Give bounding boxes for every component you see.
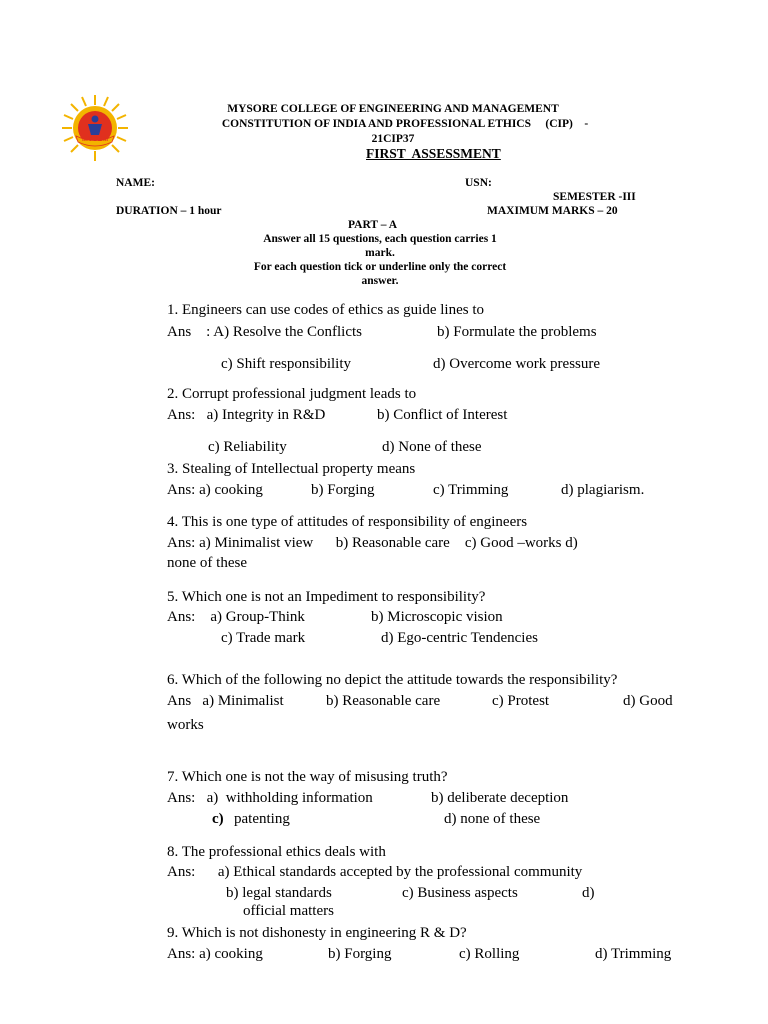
q6-option-c[interactable]: c) Protest — [492, 693, 550, 709]
q6-option-a[interactable]: Ans a) Minimalist — [167, 693, 284, 709]
college-logo-icon — [60, 93, 130, 163]
semester-label: SEMESTER -III — [553, 191, 636, 203]
instruction-line-1: Answer all 15 questions, each question carries 1 — [263, 233, 497, 245]
question-4: 4. This is one type of attitudes of responsibility of engineers — [167, 514, 528, 530]
q7-option-d[interactable]: d) none of these — [444, 811, 541, 827]
q8-option-b[interactable]: b) legal standards — [226, 885, 332, 901]
q3-option-b[interactable]: b) Forging — [311, 482, 375, 498]
q3-option-c[interactable]: c) Trimming — [433, 482, 509, 498]
part-title: PART – A — [348, 219, 398, 231]
course-code: 21CIP37 — [371, 133, 415, 145]
q7-option-b[interactable]: b) deliberate deception — [431, 790, 569, 806]
instruction-line-2: mark. — [365, 247, 395, 259]
q2-option-c[interactable]: c) Reliability — [208, 439, 287, 455]
question-8: 8. The professional ethics deals with — [167, 844, 386, 860]
q2-option-b[interactable]: b) Conflict of Interest — [377, 407, 508, 423]
q9-option-a[interactable]: Ans: a) cooking — [167, 946, 263, 962]
q4-options-line[interactable]: Ans: a) Minimalist view b) Reasonable care c) Good –works d) — [167, 535, 578, 551]
q8-option-c[interactable]: c) Business aspects — [402, 885, 518, 901]
question-1: 1. Engineers can use codes of ethics as guide lines to — [167, 302, 484, 318]
usn-label: USN: — [465, 177, 492, 189]
q3-option-a[interactable]: Ans: a) cooking — [167, 482, 263, 498]
q5-option-c[interactable]: c) Trade mark — [221, 630, 306, 646]
q1-option-a[interactable]: Ans : A) Resolve the Conflicts — [167, 324, 362, 340]
q5-option-d[interactable]: d) Ego-centric Tendencies — [381, 630, 538, 646]
question-2: 2. Corrupt professional judgment leads to — [167, 386, 417, 402]
q7-option-a[interactable]: Ans: a) withholding information — [167, 790, 373, 806]
q3-option-d[interactable]: d) plagiarism. — [561, 482, 645, 498]
q6-option-b[interactable]: b) Reasonable care — [326, 693, 441, 709]
q9-option-c[interactable]: c) Rolling — [459, 946, 520, 962]
course-line: CONSTITUTION OF INDIA AND PROFESSIONAL ETHICS (CIP) - — [221, 118, 589, 130]
q6-option-d[interactable]: d) Good — [623, 693, 673, 709]
q5-option-a[interactable]: Ans: a) Group-Think — [167, 609, 305, 625]
q4-options-line-2[interactable]: none of these — [167, 555, 247, 571]
instruction-line-4: answer. — [361, 275, 399, 287]
duration-label: DURATION – 1 hour — [116, 205, 222, 217]
instruction-line-3: For each question tick or underline only the correct — [253, 261, 507, 273]
college-logo — [60, 93, 130, 163]
q6-option-d-cont: works — [167, 717, 204, 733]
q1-option-c[interactable]: c) Shift responsibility — [221, 356, 351, 372]
logo-text: MYCEM — [82, 136, 109, 143]
q1-option-b[interactable]: b) Formulate the problems — [437, 324, 597, 340]
q5-option-b[interactable]: b) Microscopic vision — [371, 609, 503, 625]
question-6: 6. Which of the following no depict the attitude towards the responsibility? — [167, 672, 618, 688]
max-marks-label: MAXIMUM MARKS – 20 — [487, 205, 618, 217]
q7-option-c-letter: c) — [212, 811, 224, 827]
page-title: FIRST ASSESSMENT — [366, 146, 501, 161]
question-7: 7. Which one is not the way of misusing truth? — [167, 769, 448, 785]
q8-option-a[interactable]: Ans: a) Ethical standards accepted by the professional community — [167, 864, 583, 880]
question-5: 5. Which one is not an Impediment to responsibility? — [167, 589, 486, 605]
q9-option-d[interactable]: d) Trimming — [595, 946, 672, 962]
college-name: MYSORE COLLEGE OF ENGINEERING AND MANAGEMENT — [227, 103, 559, 115]
q8-option-b-cont: official matters — [243, 903, 334, 919]
q1-option-d[interactable]: d) Overcome work pressure — [433, 356, 601, 372]
name-label: NAME: — [116, 177, 155, 189]
q2-option-d[interactable]: d) None of these — [382, 439, 482, 455]
q8-option-d[interactable]: d) — [582, 885, 595, 901]
q2-option-a[interactable]: Ans: a) Integrity in R&D — [167, 407, 326, 423]
question-9: 9. Which is not dishonesty in engineering R & D? — [167, 925, 467, 941]
q7-option-c[interactable]: patenting — [234, 811, 290, 827]
question-3: 3. Stealing of Intellectual property means — [167, 461, 416, 477]
q9-option-b[interactable]: b) Forging — [328, 946, 392, 962]
